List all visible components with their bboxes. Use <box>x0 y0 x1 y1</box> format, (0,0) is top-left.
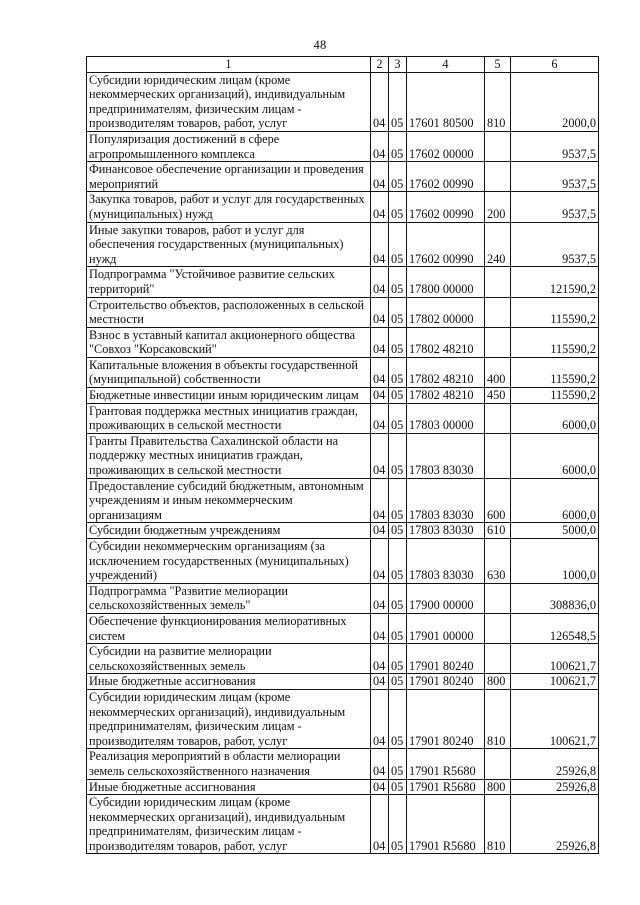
amount-cell: 115590,2 <box>511 327 599 357</box>
amount-cell: 1000,0 <box>511 539 599 584</box>
amount-cell: 25926,8 <box>511 795 599 854</box>
row-name-cell: Субсидии юридическим лицам (кроме некоммерческих организаций), индивидуальным предпринимателям, физическим лицам - производителям товаров, работ, услуг <box>87 795 371 854</box>
row-name-cell: Иные закупки товаров, работ и услуг для обеспечения государственных (муниципальных) нужд <box>87 222 371 267</box>
table-row <box>87 131 599 161</box>
section-cell: 04 <box>371 478 389 523</box>
section-cell: 04 <box>371 222 389 267</box>
section-cell: 04 <box>371 192 389 222</box>
subsection-cell: 05 <box>389 267 407 297</box>
amount-cell: 115590,2 <box>511 297 599 327</box>
section-cell: 04 <box>371 297 389 327</box>
target-article-cell: 17803 83030 <box>407 478 485 523</box>
subsection-cell: 05 <box>389 613 407 643</box>
table-row <box>87 644 599 674</box>
section-cell: 04 <box>371 131 389 161</box>
expense-type-cell: 810 <box>485 72 511 131</box>
subsection-cell: 05 <box>389 72 407 131</box>
column-header: 2 <box>371 57 389 73</box>
row-name-cell: Иные бюджетные ассигнования <box>87 674 371 690</box>
subsection-cell: 05 <box>389 388 407 404</box>
budget-table <box>86 56 599 854</box>
row-name-cell: Обеспечение функционирования мелиоративных систем <box>87 613 371 643</box>
expense-type-cell <box>485 433 511 478</box>
amount-cell: 2000,0 <box>511 72 599 131</box>
row-name-cell: Подпрограмма "Развитие мелиорации сельскохозяйственных земель" <box>87 583 371 613</box>
target-article-cell: 17901 R5680 <box>407 779 485 795</box>
subsection-cell: 05 <box>389 131 407 161</box>
expense-type-cell <box>485 267 511 297</box>
amount-cell: 9537,5 <box>511 162 599 192</box>
subsection-cell: 05 <box>389 327 407 357</box>
table-row <box>87 162 599 192</box>
row-name-cell: Популяризация достижений в сфере агропромышленного комплекса <box>87 131 371 161</box>
expense-type-cell <box>485 297 511 327</box>
subsection-cell: 05 <box>389 403 407 433</box>
row-name-cell: Субсидии юридическим лицам (кроме некоммерческих организаций), индивидуальным предпринимателям, физическим лицам - производителям товаров, работ, услуг <box>87 72 371 131</box>
section-cell: 04 <box>371 539 389 584</box>
expense-type-cell <box>485 644 511 674</box>
expense-type-cell <box>485 327 511 357</box>
section-cell: 04 <box>371 779 389 795</box>
amount-cell: 6000,0 <box>511 478 599 523</box>
row-name-cell: Взнос в уставный капитал акционерного общества "Совхоз "Корсаковский" <box>87 327 371 357</box>
expense-type-cell: 400 <box>485 357 511 387</box>
amount-cell: 5000,0 <box>511 523 599 539</box>
section-cell: 04 <box>371 357 389 387</box>
table-row <box>87 357 599 387</box>
table-row <box>87 795 599 854</box>
section-cell: 04 <box>371 613 389 643</box>
table-row <box>87 297 599 327</box>
expense-type-cell <box>485 162 511 192</box>
row-name-cell: Финансовое обеспечение организации и проведения мероприятий <box>87 162 371 192</box>
target-article-cell: 17602 00000 <box>407 131 485 161</box>
target-article-cell: 17901 00000 <box>407 613 485 643</box>
column-header: 1 <box>87 57 371 73</box>
subsection-cell: 05 <box>389 689 407 748</box>
row-name-cell: Грантовая поддержка местных инициатив граждан, проживающих в сельской местности <box>87 403 371 433</box>
row-name-cell: Иные бюджетные ассигнования <box>87 779 371 795</box>
section-cell: 04 <box>371 162 389 192</box>
target-article-cell: 17901 R5680 <box>407 795 485 854</box>
target-article-cell: 17601 80500 <box>407 72 485 131</box>
amount-cell: 100621,7 <box>511 674 599 690</box>
table-row <box>87 583 599 613</box>
target-article-cell: 17803 00000 <box>407 403 485 433</box>
target-article-cell: 17802 48210 <box>407 388 485 404</box>
section-cell: 04 <box>371 583 389 613</box>
table-row <box>87 523 599 539</box>
table-row <box>87 433 599 478</box>
target-article-cell: 17803 83030 <box>407 433 485 478</box>
column-header: 3 <box>389 57 407 73</box>
expense-type-cell: 450 <box>485 388 511 404</box>
amount-cell: 9537,5 <box>511 192 599 222</box>
expense-type-cell: 200 <box>485 192 511 222</box>
amount-cell: 126548,5 <box>511 613 599 643</box>
amount-cell: 9537,5 <box>511 131 599 161</box>
amount-cell: 121590,2 <box>511 267 599 297</box>
target-article-cell: 17803 83030 <box>407 539 485 584</box>
subsection-cell: 05 <box>389 674 407 690</box>
target-article-cell: 17602 00990 <box>407 192 485 222</box>
row-name-cell: Субсидии на развитие мелиорации сельскохозяйственных земель <box>87 644 371 674</box>
amount-cell: 115590,2 <box>511 388 599 404</box>
subsection-cell: 05 <box>389 644 407 674</box>
subsection-cell: 05 <box>389 779 407 795</box>
table-row <box>87 539 599 584</box>
table-row <box>87 674 599 690</box>
page-number: 48 <box>313 38 327 52</box>
row-name-cell: Строительство объектов, расположенных в сельской местности <box>87 297 371 327</box>
expense-type-cell: 630 <box>485 539 511 584</box>
table-row <box>87 222 599 267</box>
section-cell: 04 <box>371 403 389 433</box>
subsection-cell: 05 <box>389 162 407 192</box>
subsection-cell: 05 <box>389 222 407 267</box>
table-row <box>87 689 599 748</box>
expense-type-cell <box>485 131 511 161</box>
subsection-cell: 05 <box>389 749 407 779</box>
subsection-cell: 05 <box>389 478 407 523</box>
subsection-cell: 05 <box>389 539 407 584</box>
table-body <box>87 72 599 854</box>
expense-type-cell: 800 <box>485 779 511 795</box>
amount-cell: 100621,7 <box>511 644 599 674</box>
target-article-cell: 17602 00990 <box>407 222 485 267</box>
subsection-cell: 05 <box>389 297 407 327</box>
expense-type-cell: 810 <box>485 689 511 748</box>
target-article-cell: 17800 00000 <box>407 267 485 297</box>
header-row <box>87 57 599 73</box>
section-cell: 04 <box>371 674 389 690</box>
table-row <box>87 388 599 404</box>
subsection-cell: 05 <box>389 357 407 387</box>
expense-type-cell: 600 <box>485 478 511 523</box>
amount-cell: 6000,0 <box>511 433 599 478</box>
target-article-cell: 17901 80240 <box>407 674 485 690</box>
target-article-cell: 17901 80240 <box>407 644 485 674</box>
row-name-cell: Субсидии юридическим лицам (кроме некоммерческих организаций), индивидуальным предпринимателям, физическим лицам - производителям товаров, работ, услуг <box>87 689 371 748</box>
table-row <box>87 72 599 131</box>
section-cell: 04 <box>371 523 389 539</box>
target-article-cell: 17802 48210 <box>407 327 485 357</box>
expense-type-cell <box>485 613 511 643</box>
table-row <box>87 613 599 643</box>
target-article-cell: 17901 80240 <box>407 689 485 748</box>
section-cell: 04 <box>371 72 389 131</box>
section-cell: 04 <box>371 689 389 748</box>
column-header: 4 <box>407 57 485 73</box>
table-row <box>87 403 599 433</box>
target-article-cell: 17802 48210 <box>407 357 485 387</box>
expense-type-cell <box>485 749 511 779</box>
amount-cell: 100621,7 <box>511 689 599 748</box>
row-name-cell: Подпрограмма "Устойчивое развитие сельских территорий" <box>87 267 371 297</box>
section-cell: 04 <box>371 388 389 404</box>
expense-type-cell: 610 <box>485 523 511 539</box>
row-name-cell: Субсидии некоммерческим организациям (за исключением государственных (муниципальных) учреждений) <box>87 539 371 584</box>
section-cell: 04 <box>371 749 389 779</box>
amount-cell: 25926,8 <box>511 779 599 795</box>
target-article-cell: 17901 R5680 <box>407 749 485 779</box>
expense-type-cell: 240 <box>485 222 511 267</box>
expense-type-cell <box>485 583 511 613</box>
target-article-cell: 17602 00990 <box>407 162 485 192</box>
table-row <box>87 749 599 779</box>
table-row <box>87 478 599 523</box>
amount-cell: 9537,5 <box>511 222 599 267</box>
section-cell: 04 <box>371 433 389 478</box>
section-cell: 04 <box>371 327 389 357</box>
row-name-cell: Капитальные вложения в объекты государственной (муниципальной) собственности <box>87 357 371 387</box>
table-row <box>87 779 599 795</box>
row-name-cell: Гранты Правительства Сахалинской области на поддержку местных инициатив граждан, проживающих в сельской местности <box>87 433 371 478</box>
target-article-cell: 17803 83030 <box>407 523 485 539</box>
expense-type-cell: 800 <box>485 674 511 690</box>
column-header: 5 <box>485 57 511 73</box>
row-name-cell: Предоставление субсидий бюджетным, автономным учреждениям и иным некоммерческим организациям <box>87 478 371 523</box>
subsection-cell: 05 <box>389 795 407 854</box>
row-name-cell: Субсидии бюджетным учреждениям <box>87 523 371 539</box>
expense-type-cell: 810 <box>485 795 511 854</box>
subsection-cell: 05 <box>389 583 407 613</box>
row-name-cell: Реализация мероприятий в области мелиорации земель сельскохозяйственного назначения <box>87 749 371 779</box>
target-article-cell: 17900 00000 <box>407 583 485 613</box>
row-name-cell: Закупка товаров, работ и услуг для государственных (муниципальных) нужд <box>87 192 371 222</box>
section-cell: 04 <box>371 267 389 297</box>
amount-cell: 308836,0 <box>511 583 599 613</box>
section-cell: 04 <box>371 795 389 854</box>
row-name-cell: Бюджетные инвестиции иным юридическим лицам <box>87 388 371 404</box>
amount-cell: 115590,2 <box>511 357 599 387</box>
section-cell: 04 <box>371 644 389 674</box>
column-header: 6 <box>511 57 599 73</box>
amount-cell: 25926,8 <box>511 749 599 779</box>
table-row <box>87 267 599 297</box>
target-article-cell: 17802 00000 <box>407 297 485 327</box>
subsection-cell: 05 <box>389 523 407 539</box>
expense-type-cell <box>485 403 511 433</box>
table-row <box>87 192 599 222</box>
table-row <box>87 327 599 357</box>
subsection-cell: 05 <box>389 192 407 222</box>
amount-cell: 6000,0 <box>511 403 599 433</box>
subsection-cell: 05 <box>389 433 407 478</box>
